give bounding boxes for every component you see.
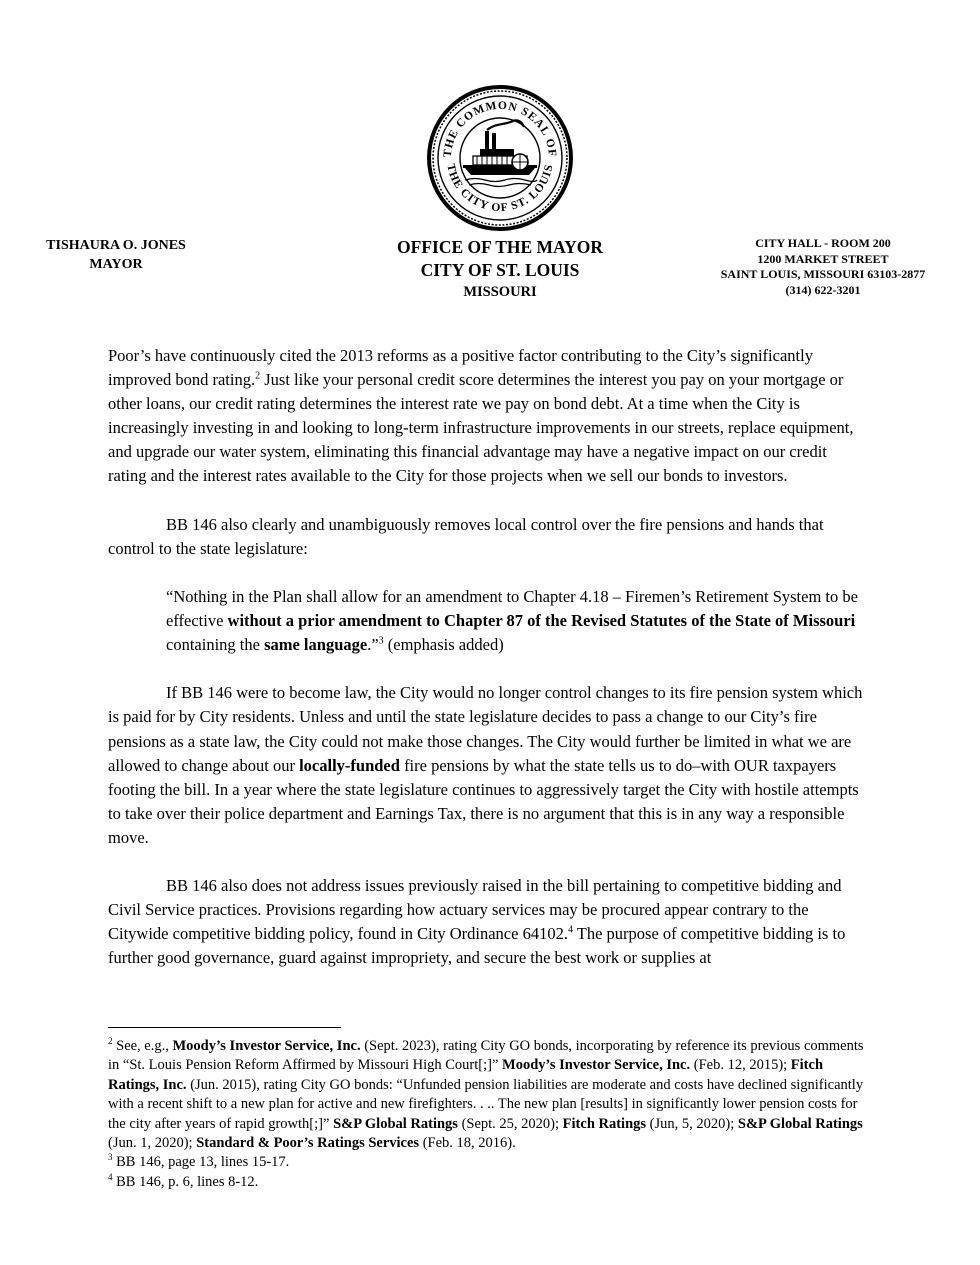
city-seal bbox=[425, 83, 575, 233]
footnotes bbox=[108, 1037, 868, 1192]
footnote-ref-2: 2 bbox=[255, 370, 261, 382]
city-name: CITY OF ST. LOUIS bbox=[420, 260, 580, 280]
mayor-title: MAYOR bbox=[89, 257, 143, 272]
paragraph-credit-rating: Poor’s have continuously cited the 2013 reforms as a positive factor contributing to the City’s significantly improved bond rating.$^2$ Just like your personal credit score determines the interest you pay on your mortgage or other loans, our credit rating determines the interest rate we pay on bond debt. At a time when the City is increasingly investing in and looking to long-term infrastructure improvements in our streets, replace equipment, and upgrade our water system, eliminating this financial advantage may have a negative impact on our credit rating and the interest rates available to the City for those projects when we sell our bonds to investors. bbox=[108, 346, 854, 486]
office-name: OFFICE OF THE MAYOR bbox=[397, 237, 603, 257]
footnote-2: $^2$ See, e.g., Moody’s Investor Service, Inc. (Sept. 2023), rating City GO bonds, incorporating by reference its previous comments in “St. Louis Pension Reform Affirmed by Missouri High Court[;]” Moody’s Investor Service, Inc. (Feb. 12, 2015); Fitch Ratings, Inc. (Jun. 2015), rating City GO bonds: “Unfunded pension liabilities are moderate and costs have declined significantly with a recent shift to a new plan for active and new firefighters. . .. The new plan [results] in significantly lower pension costs for the city after years of rapid growth[;]” S&P Global Ratings (Sept. 25, 2020); Fitch Ratings (Jun, 5, 2020); S&P Global Ratings (Jun. 1, 2020); Standard & Poor’s Ratings Services (Feb. 18, 2016). bbox=[108, 1036, 864, 1152]
footnote-ref-3: 3 bbox=[378, 635, 384, 647]
state-name: MISSOURI bbox=[463, 284, 537, 300]
paragraph-competitive-bidding: BB 146 also does not address issues previously raised in the bill pertaining to competitive bidding and Civil Service practices. Provisions regarding how actuary services may be procured appear contrary to the Citywide competitive bidding policy, found in City Ordinance 64102.$^4$ The purpose of competitive bidding is to further good governance, guard against impropriety, and secure the best work or supplies at bbox=[108, 876, 846, 968]
address-street: 1200 MARKET STREET bbox=[757, 251, 889, 266]
seal-top-text: THE COMMON SEAL OF bbox=[441, 99, 559, 158]
footnote-separator bbox=[108, 1027, 341, 1028]
office-block bbox=[380, 236, 620, 302]
mayor-block bbox=[18, 236, 214, 274]
block-quote: “Nothing in the Plan shall allow for an amendment to Chapter 4.18 – Firemen’s Retirement System to be effective without a prior amendment to Chapter 87 of the Revised Statutes of the State of Missouri containing the same language.”$^3$ (emphasis added) bbox=[166, 586, 858, 655]
footnote-ref-4: 4 bbox=[567, 924, 573, 936]
address-block bbox=[700, 236, 946, 298]
seal-bottom-text: THE CITY OF ST. LOUIS bbox=[444, 162, 556, 215]
footnote-4: $^4$ BB 146, p. 6, lines 8-12. bbox=[108, 1172, 259, 1190]
paragraph-state-control: If BB 146 were to become law, the City would no longer control changes to its fire pension system which is paid for by City residents. Unless and until the state legislature decides to pass a change to our City’s fire pensions as a state law, the City could not make those changes. The City would further be limited in what we are allowed to change about our locally-funded fire pensions by what the state tells us to do–with OUR taxpayers footing the bill. In a year where the state legislature continues to aggressively target the City with hostile attempts to take over their police department and Earnings Tax, there is no argument that this is in any way a responsible move. bbox=[108, 683, 863, 847]
paragraph-local-control: BB 146 also clearly and unambiguously removes local control over the fire pensions and hands that control to the state legislature: bbox=[108, 514, 824, 558]
address-phone: (314) 622-3201 bbox=[785, 282, 861, 297]
letter-body bbox=[108, 344, 868, 970]
address-city: SAINT LOUIS, MISSOURI 63103-2877 bbox=[720, 267, 926, 281]
address-room: CITY HALL - ROOM 200 bbox=[755, 236, 891, 250]
footnote-3: $^3$ BB 146, page 13, lines 15-17. bbox=[108, 1152, 290, 1171]
mayor-name: TISHAURA O. JONES bbox=[46, 238, 186, 253]
